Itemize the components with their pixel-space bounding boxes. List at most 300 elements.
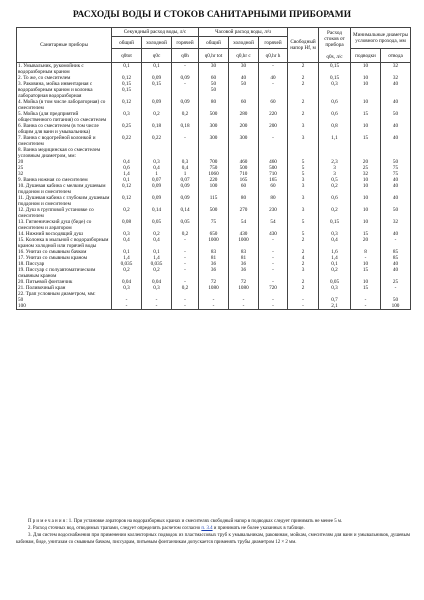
cell-supply-diam: 15 [351,111,381,123]
cell-free-head: 5 [288,231,319,237]
cell-outlet-diam: 85 [381,255,411,261]
cell-hr-total: 1080 [199,285,229,291]
cell-sec-cold: 0,22 [142,135,172,147]
cell-drain: 2,3 [319,159,351,165]
cell-hr-total: 72 [199,279,229,285]
header-drain-symbol: q0s, л/с [326,54,343,60]
table-row [17,183,411,195]
cell-hr-cold: - [229,303,259,310]
row-device-name: 25 [17,165,112,171]
cell-free-head: 5 [288,165,319,171]
row-device-name: 14. Нижний восходящий душ [17,231,112,237]
cell-hr-cold: 1080 [229,285,259,291]
header-drain-label: Расход стоков от прибора [324,30,345,48]
cell-drain: 0,6 [319,111,351,123]
symbol-sec-total: q0tot [112,49,142,63]
cell-hr-hot [259,147,288,159]
cell-supply-diam: 25 [351,165,381,171]
cell-sec-total: 0,2 [112,267,142,279]
cell-outlet-diam: 32 [381,75,411,81]
cell-outlet-diam [381,147,411,159]
row-device-name: 9. Ванна ножная со смесителем [17,177,112,183]
cell-supply-diam: 20 [351,237,381,249]
cell-outlet-diam: 100 [381,303,411,310]
symbol-hr-hot: q0,hr h [259,49,288,63]
cell-sec-total: 0,04 [112,279,142,285]
cell-supply-diam: - [351,303,381,310]
table-row [17,303,411,310]
cell-outlet-diam: 40 [381,81,411,99]
cell-sec-cold: 0,3 [142,285,172,291]
cell-outlet-diam: 50 [381,207,411,219]
cell-supply-diam: 10 [351,123,381,135]
row-device-name: 4. Мойка (в том числе лабораторная) со смесителем [17,99,112,111]
cell-hr-total: 80 [199,99,229,111]
table-row [17,207,411,219]
note-2 [16,526,410,532]
cell-drain: 0,1 [319,261,351,267]
row-device-name: 100 [17,303,112,310]
cell-sec-total: 0,4 [112,237,142,249]
cell-drain: 1,4 [319,255,351,261]
cell-free-head: 2 [288,63,319,76]
cell-sec-cold: 0,09 [142,195,172,207]
cell-sec-cold: 0,1 [142,63,172,76]
cell-hr-cold: 60 [229,99,259,111]
cell-sec-total: 0,035 [112,261,142,267]
cell-sec-hot: 0,18 [172,123,199,135]
cell-supply-diam: - [351,297,381,303]
cell-hr-hot: - [259,303,288,310]
cell-sec-cold: 0,14 [142,207,172,219]
cell-hr-cold: 50 [229,81,259,99]
cell-sec-total [112,147,142,159]
cell-hr-total: 100 [199,183,229,195]
cell-hr-cold: 1000 [229,237,259,249]
row-device-name: 7. Ванна с водогрейной колонкой и смесителем [17,135,112,147]
cell-sec-hot: - [172,297,199,303]
cell-hr-total: 750 [199,165,229,171]
header-sec-cold: холодной [142,37,172,49]
cell-drain: 0,2 [319,183,351,195]
cell-sec-hot: 0,09 [172,75,199,81]
cell-drain: 0,3 [319,81,351,99]
cell-sec-hot [172,147,199,159]
cell-hr-cold: 430 [229,231,259,237]
cell-sec-total: 0,1 [112,63,142,76]
cell-sec-cold: 0,2 [142,231,172,237]
row-device-name: 32 [17,171,112,177]
cell-supply-diam: 10 [351,261,381,267]
cell-sec-hot: 1 [172,171,199,177]
cell-sec-hot: - [172,81,199,99]
cell-hr-total: 75 [199,219,229,231]
symbol-sec-hot: q0h [172,49,199,63]
cell-sec-cold: 0,4 [142,165,172,171]
cell-hr-hot: - [259,135,288,147]
row-device-name: 13. Гигиенический душ (биде) со смесителем и аэратором [17,219,112,231]
cell-hr-total: 81 [199,255,229,261]
water-consumption-table [16,27,411,310]
cell-sec-cold: 0,07 [142,177,172,183]
cell-free-head: - [288,297,319,303]
cell-sec-total: 0,3 [112,111,142,123]
cell-outlet-diam: 85 [381,249,411,255]
cell-free-head: 2 [288,237,319,249]
cell-sec-hot: 0,2 [172,285,199,291]
cell-supply-diam: 10 [351,183,381,195]
cell-hr-total: 700 [199,159,229,165]
cell-sec-total: 0,12 [112,195,142,207]
cell-hr-total: 83 [199,249,229,255]
cell-hr-total: 1060 [199,171,229,177]
cell-outlet-diam: 32 [381,219,411,231]
cell-sec-hot: - [172,135,199,147]
cell-hr-cold: 500 [229,165,259,171]
cell-outlet-diam: - [381,285,411,291]
cell-hr-hot: 60 [259,99,288,111]
cell-hr-cold: 60 [229,183,259,195]
cell-sec-total: - [112,297,142,303]
row-device-name: 18. Писсуар [17,261,112,267]
cell-hr-hot: - [259,255,288,261]
cell-supply-diam: 15 [351,231,381,237]
cell-hr-cold: 280 [229,111,259,123]
cell-outlet-diam: 40 [381,231,411,237]
cell-outlet-diam: 40 [381,177,411,183]
row-device-name: 12. Душ в групповой установке со смесителем [17,207,112,219]
cell-supply-diam: 10 [351,99,381,111]
cell-free-head: - [288,303,319,310]
cell-outlet-diam: 50 [381,297,411,303]
cell-drain: 0,8 [319,123,351,135]
row-device-name: 11. Душевая кабина с глубоким душевым поддоном и смесителем [17,195,112,207]
cell-hr-cold: 270 [229,207,259,219]
cell-sec-total: 0,08 [112,219,142,231]
cell-drain: 0,3 [319,285,351,291]
cell-outlet-diam: 75 [381,171,411,177]
row-device-name: 6. Ванна со смесителем (в том числе общим для ванн и умывальника) [17,123,112,135]
row-device-name: 5. Мойка (для предприятий общественного питания) со смесителем [17,111,112,123]
cell-sec-cold: 0,09 [142,183,172,195]
cell-sec-hot: 0,09 [172,183,199,195]
cell-sec-cold: 0,05 [142,219,172,231]
cell-hr-hot: - [259,279,288,285]
cell-drain [319,147,351,159]
cell-sec-total: 0,1 [112,177,142,183]
cell-supply-diam: 10 [351,219,381,231]
cell-hr-total: 500 [199,111,229,123]
cell-drain: 1,6 [319,249,351,255]
row-device-name: 10. Душевая кабина с мелким душевым поддоном и смесителем [17,183,112,195]
cell-hr-cold: 460 [229,159,259,165]
cell-sec-cold: 1 [142,171,172,177]
row-device-name: 3. Раковина, мойка инвентарная с водоразборным краном и колонка лабораторная водоразборная [17,81,112,99]
cell-supply-diam: 10 [351,75,381,81]
table-row [17,219,411,231]
cell-hr-cold: 200 [229,123,259,135]
cell-hr-hot: 40 [259,75,288,81]
row-device-name: 22. Трап условным диаметром, мм: [17,291,112,297]
cell-sec-total: 0,2 [112,207,142,219]
row-device-name: 2. То же, со смесителем [17,75,112,81]
header-hr-total: общий [199,37,229,49]
cell-sec-total: 0,15 0,15 [112,81,142,99]
cell-drain: 2,1 [319,303,351,310]
cell-hr-total: 50 50 [199,81,229,99]
table-body [17,63,411,310]
cell-outlet-diam: 40 [381,183,411,195]
cell-drain: 0,2 [319,207,351,219]
cell-hr-hot: 165 [259,177,288,183]
cell-free-head: 5 [288,159,319,165]
cell-free-head: 3 [288,195,319,207]
cell-hr-cold: 40 [229,75,259,81]
note-2-link[interactable]: п. 3.4 [201,526,213,532]
cell-free-head: 3 [288,123,319,135]
cell-hr-total: 1000 [199,237,229,249]
cell-hr-hot: 430 [259,231,288,237]
cell-hr-cold: - [229,297,259,303]
page-title: РАСХОДЫ ВОДЫ И СТОКОВ САНИТАРНЫМИ ПРИБОРАМИ [72,10,352,20]
cell-sec-cold: 0,2 [142,267,172,279]
cell-hr-hot: - [259,267,288,279]
cell-outlet-diam: 40 [381,261,411,267]
cell-outlet-diam: 75 [381,165,411,171]
symbol-sec-cold: q0c [142,49,172,63]
cell-drain: 0,15 [319,75,351,81]
header-outlet: отвода [381,49,411,63]
cell-hr-hot: - [259,63,288,76]
header-hour-flow: Часовой расход воды, л/ч [199,28,288,37]
cell-sec-cold: 0,18 [142,123,172,135]
cell-sec-total: 0,3 [112,285,142,291]
header-sec-total: общий [112,37,142,49]
row-device-name: 16. Унитаз со смывным бачком [17,249,112,255]
cell-supply-diam: 20 [351,159,381,165]
cell-sec-cold: 1,4 [142,255,172,261]
cell-outlet-diam: 32 [381,63,411,76]
cell-drain: 3 [319,165,351,171]
cell-sec-total: - [112,303,142,310]
table-row [17,63,411,76]
cell-hr-total: 115 [199,195,229,207]
cell-supply-diam: 10 [351,63,381,76]
cell-hr-cold: 80 [229,195,259,207]
cell-sec-hot: 0,2 [172,111,199,123]
row-device-name: 50 [17,297,112,303]
cell-drain: 3 [319,171,351,177]
cell-sec-cold: - [142,303,172,310]
cell-free-head: 4 [288,255,319,261]
cell-supply-diam [351,147,381,159]
cell-hr-cold: 36 [229,261,259,267]
cell-sec-total: 0,25 [112,123,142,135]
cell-sec-cold: 0,04 [142,279,172,285]
cell-sec-hot: - [172,249,199,255]
row-device-name: 20. Питьевой фонтанчик [17,279,112,285]
cell-supply-diam: 8 [351,249,381,255]
cell-free-head: 2 [288,99,319,111]
cell-hr-cold: 83 [229,249,259,255]
row-device-name: 21. Поливочный кран [17,285,112,291]
cell-free-head: 2 [288,285,319,291]
cell-supply-diam: 10 [351,195,381,207]
cell-sec-total: 0,1 [112,249,142,255]
cell-sec-hot: - [172,255,199,261]
cell-sec-total: 0,4 [112,159,142,165]
cell-sec-hot: - [172,279,199,285]
cell-sec-hot: - [172,267,199,279]
header-hr-cold: холодной [229,37,259,49]
cell-outlet-diam: 40 [381,123,411,135]
table-row [17,111,411,123]
cell-free-head: 2 [288,279,319,285]
cell-free-head: 2 [288,81,319,99]
cell-drain: 1,1 [319,135,351,147]
cell-hr-total [199,147,229,159]
header-second-flow: Секундный расход воды, л/с [112,28,199,37]
cell-sec-cold [142,147,172,159]
header-sec-hot: горячей [172,37,199,49]
cell-outlet-diam: 40 [381,135,411,147]
cell-supply-diam: 15 [351,267,381,279]
cell-outlet-diam: 50 [381,159,411,165]
cell-drain: 0,05 [319,279,351,285]
row-device-name: 17. Унитаз со смывным краном [17,255,112,261]
cell-drain: 0,7 [319,297,351,303]
cell-sec-cold: - [142,297,172,303]
cell-hr-hot: 720 [259,285,288,291]
cell-sec-total: 1,4 [112,171,142,177]
cell-hr-cold: 72 [229,279,259,285]
cell-free-head: 2 [288,249,319,255]
cell-supply-diam: 10 [351,207,381,219]
row-device-name: 19. Писсуар с полуавтоматическим смывным краном [17,267,112,279]
cell-supply-diam: 15 [351,285,381,291]
cell-sec-total: 0,6 [112,165,142,171]
cell-hr-hot: - [259,237,288,249]
row-device-name: 15. Колонка в мыльной с водоразборным краном холодной или горячей воды [17,237,112,249]
header-drain-flow [319,28,351,63]
cell-hr-total: 36 [199,261,229,267]
cell-hr-total: 36 [199,267,229,279]
cell-hr-total: 650 [199,231,229,237]
cell-hr-total: - [199,303,229,310]
cell-free-head: 3 [288,135,319,147]
table-row [17,195,411,207]
cell-supply-diam: 15 [351,135,381,147]
cell-hr-hot: 220 [259,111,288,123]
cell-sec-hot: 0,09 [172,195,199,207]
row-device-name: 20 [17,159,112,165]
cell-sec-hot: 0,09 [172,99,199,111]
cell-sec-total: 0,12 [112,183,142,195]
table-row [17,267,411,279]
cell-sec-hot: 0,14 [172,207,199,219]
cell-free-head: 2 [288,111,319,123]
cell-hr-hot: 60 [259,183,288,195]
cell-hr-hot: 710 [259,171,288,177]
cell-drain: 0,5 [319,177,351,183]
table-row [17,81,411,99]
cell-outlet-diam: - [381,237,411,249]
cell-sec-cold: 0,3 [142,159,172,165]
cell-sec-hot: - [172,303,199,310]
cell-hr-hot: 230 [259,207,288,219]
cell-free-head: 3 [288,207,319,219]
cell-hr-cold: 54 [229,219,259,231]
cell-outlet-diam: 40 [381,195,411,207]
cell-hr-total: 30 [199,63,229,76]
cell-sec-total: 0,12 [112,75,142,81]
cell-free-head: 2 [288,75,319,81]
cell-hr-hot: - [259,297,288,303]
cell-hr-cold: 36 [229,267,259,279]
cell-sec-hot: - [172,237,199,249]
cell-sec-total: 0,12 [112,99,142,111]
cell-outlet-diam: 25 [381,279,411,285]
cell-free-head: 3 [288,267,319,279]
note-2-text-before: 2. Расход сточных вод, отводимых трапами, следует определять расчетом согласно [28,526,202,532]
cell-hr-hot: - [259,81,288,99]
cell-outlet-diam: 50 [381,111,411,123]
cell-sec-cold: 0,15 [142,81,172,99]
cell-outlet-diam: 40 [381,267,411,279]
cell-hr-cold: 710 [229,171,259,177]
cell-sec-cold: 0,09 [142,99,172,111]
table-row [17,135,411,147]
table-row [17,237,411,249]
cell-supply-diam: - [351,255,381,261]
note-3: 3. Для систем водоснабжения при применении коллекторных подводок из пластмассовых труб к умывальникам, раковинам, мойкам, смесителям для ванн и умывальников, душевым кабинам, биде, унитазам со смывным бачком, писсуарам, питьевым фонтанчикам допускается применять трубы диаметром 12 × 2 мм. [16,533,410,545]
cell-hr-total: 60 [199,75,229,81]
cell-free-head: 5 [288,171,319,177]
cell-free-head: 3 [288,177,319,183]
cell-hr-total: 220 [199,177,229,183]
symbol-hr-total: q0,hr tot [199,49,229,63]
row-device-name: 8. Ванна медицинская со смесителем условным диаметром, мм: [17,147,112,159]
cell-sec-cold: 0,035 [142,261,172,267]
cell-sec-hot: 0,3 [172,159,199,165]
cell-free-head: 2 [288,261,319,267]
header-supply: подводки [351,49,381,63]
table-row [17,123,411,135]
cell-sec-hot: - [172,63,199,76]
cell-hr-hot: - [259,261,288,267]
header-free-head: Свободный напор Hf, м [288,28,319,63]
table-row [17,99,411,111]
header-min-diameter: Минимальные диаметры условного прохода, мм [351,28,411,49]
cell-drain: 0,15 [319,219,351,231]
cell-sec-cold: 0,2 [142,111,172,123]
cell-sec-hot: 0,05 [172,219,199,231]
note-2-text-after: и принимать не более указанных в таблице. [212,526,305,532]
cell-hr-cold: 30 [229,63,259,76]
cell-sec-cold: 0,09 [142,75,172,81]
cell-sec-cold: 0,4 [142,237,172,249]
cell-sec-total: 0,3 [112,231,142,237]
cell-hr-hot: 80 [259,195,288,207]
cell-sec-hot: 0,07 [172,177,199,183]
cell-drain: 0,6 [319,195,351,207]
note-1: П р и м е ч а н и я : 1. При установке аэраторов на водоразборных кранах и смесителях свободный напор в подводках следует принимать не менее 5 м. [28,519,343,524]
cell-hr-hot: 500 [259,165,288,171]
table-row [17,147,411,159]
cell-hr-hot: 54 [259,219,288,231]
cell-sec-total: 1,4 [112,255,142,261]
cell-outlet-diam: 40 [381,99,411,111]
